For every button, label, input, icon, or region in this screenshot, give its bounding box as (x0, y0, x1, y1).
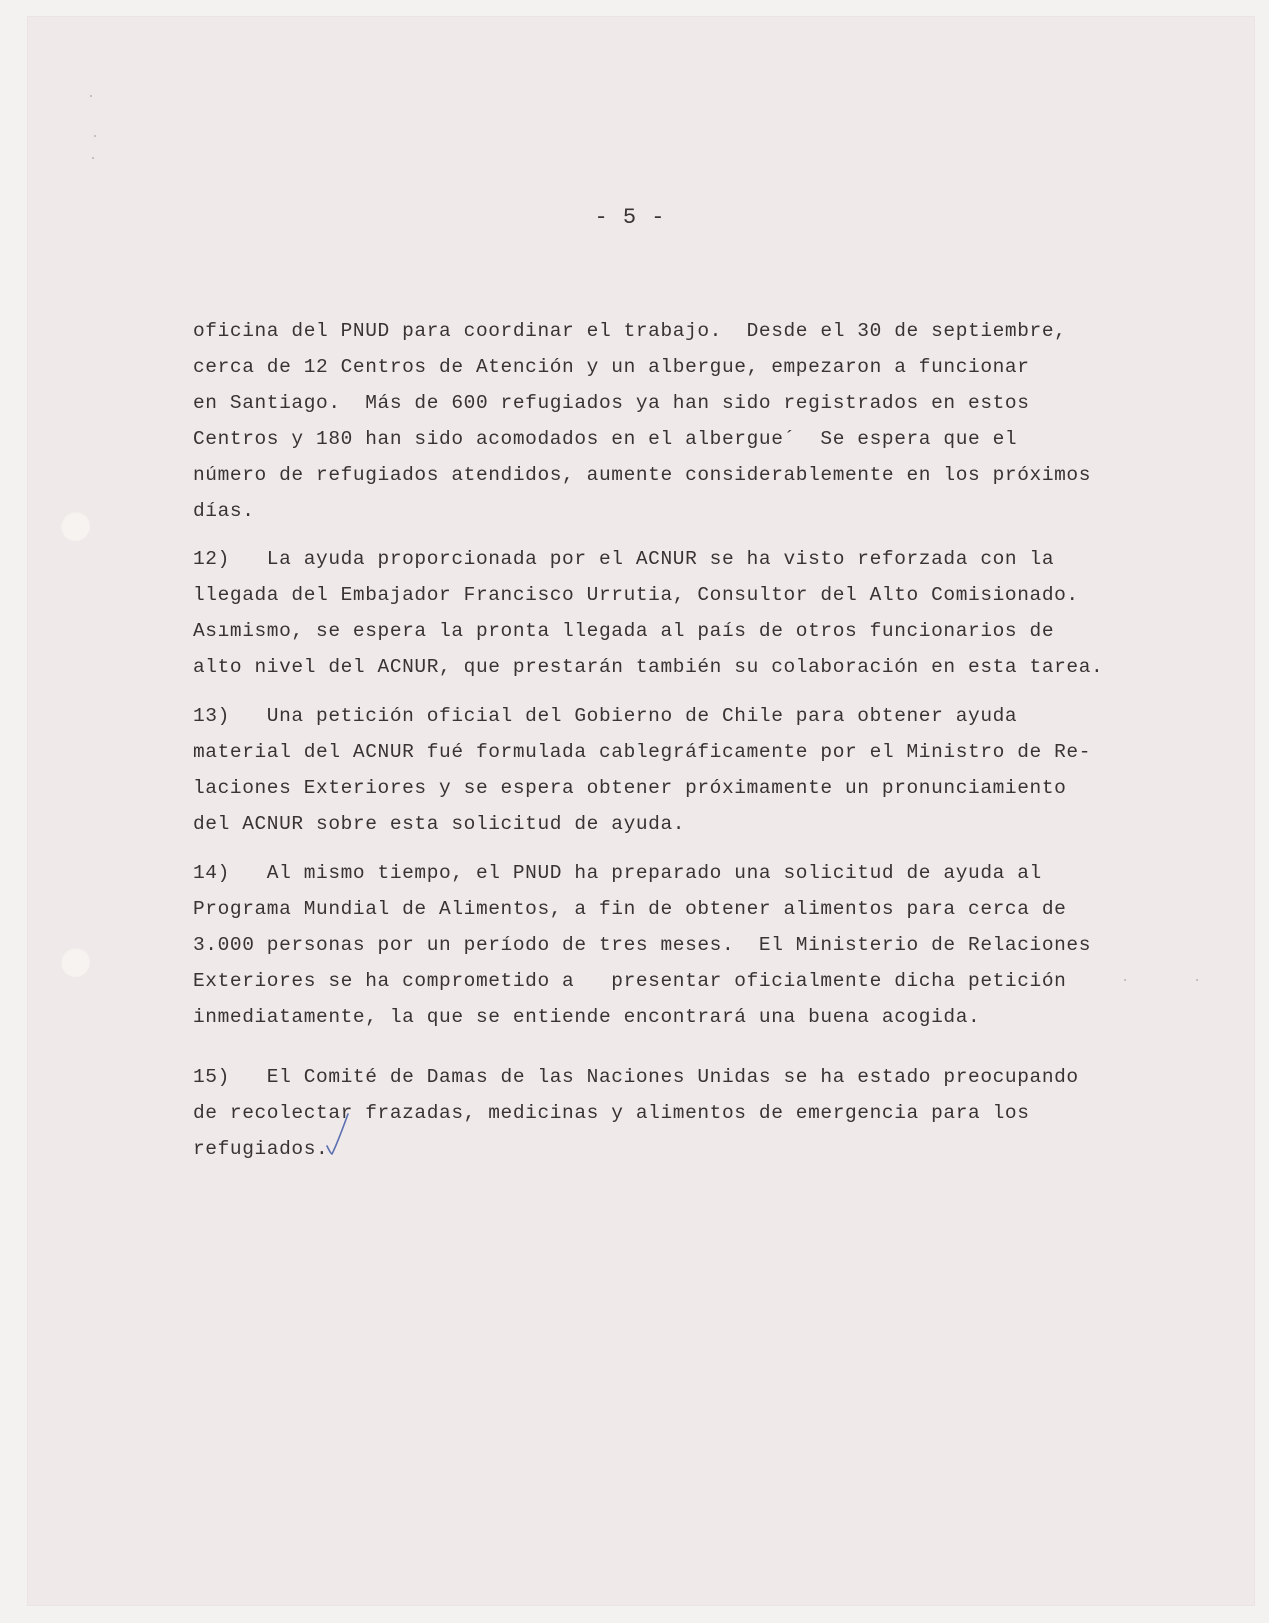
text-line: de recolectar frazadas, medicinas y alimentos de emergencia para los (193, 1102, 1030, 1124)
text-line: días. (193, 500, 255, 522)
text-line: oficina del PNUD para coordinar el trabajo. Desde el 30 de septiembre, (193, 320, 1067, 342)
text-line: refugiados. (193, 1138, 329, 1160)
text-line: inmediatamente, la que se entiende encontrará una buena acogida. (193, 1006, 981, 1028)
text-line: llegada del Embajador Francisco Urrutia, Consultor del Alto Comisionado. (193, 584, 1079, 606)
text-line: en Santiago. Más de 600 refugiados ya han sido registrados en estos (193, 392, 1030, 414)
punch-hole-bottom (60, 947, 90, 977)
text-line: 12) La ayuda proporcionada por el ACNUR se ha visto reforzada con la (193, 548, 1055, 570)
margin-speck (92, 157, 94, 159)
text-line: 14) Al mismo tiempo, el PNUD ha preparado una solicitud de ayuda al (193, 862, 1042, 884)
pen-check-mark-icon (322, 1108, 352, 1158)
text-line: 15) El Comité de Damas de las Naciones Unidas se ha estado preocupando (193, 1066, 1079, 1088)
text-line: 3.000 personas por un período de tres meses. El Ministerio de Relaciones (193, 934, 1092, 956)
text-line: Programa Mundial de Alimentos, a fin de obtener alimentos para cerca de (193, 898, 1067, 920)
margin-speck (1196, 979, 1198, 981)
text-line: material del ACNUR fué formulada cablegráficamente por el Ministro de Re- (193, 741, 1092, 763)
punch-hole-top (60, 511, 90, 541)
text-line: laciones Exteriores y se espera obtener próximamente un pronunciamiento (193, 777, 1067, 799)
margin-speck (1124, 979, 1126, 981)
text-line: Asımismo, se espera la pronta llegada al país de otros funcionarios de (193, 620, 1055, 642)
typewritten-page (28, 17, 1254, 1605)
text-line: del ACNUR sobre esta solicitud de ayuda. (193, 813, 686, 835)
margin-speck (94, 135, 96, 137)
text-line: Exteriores se ha comprometido a presentar oficialmente dicha petición (193, 970, 1067, 992)
margin-speck (90, 95, 92, 97)
text-line: Centros y 180 han sido acomodados en el albergue´ Se espera que el (193, 428, 1018, 450)
text-line: 13) Una petición oficial del Gobierno de Chile para obtener ayuda (193, 705, 1018, 727)
text-line: alto nivel del ACNUR, que prestarán también su colaboración en esta tarea. (193, 656, 1104, 678)
page-number: - 5 - (594, 205, 666, 230)
text-line: cerca de 12 Centros de Atención y un albergue, empezaron a funcionar (193, 356, 1030, 378)
text-line: número de refugiados atendidos, aumente considerablemente en los próximos (193, 464, 1092, 486)
